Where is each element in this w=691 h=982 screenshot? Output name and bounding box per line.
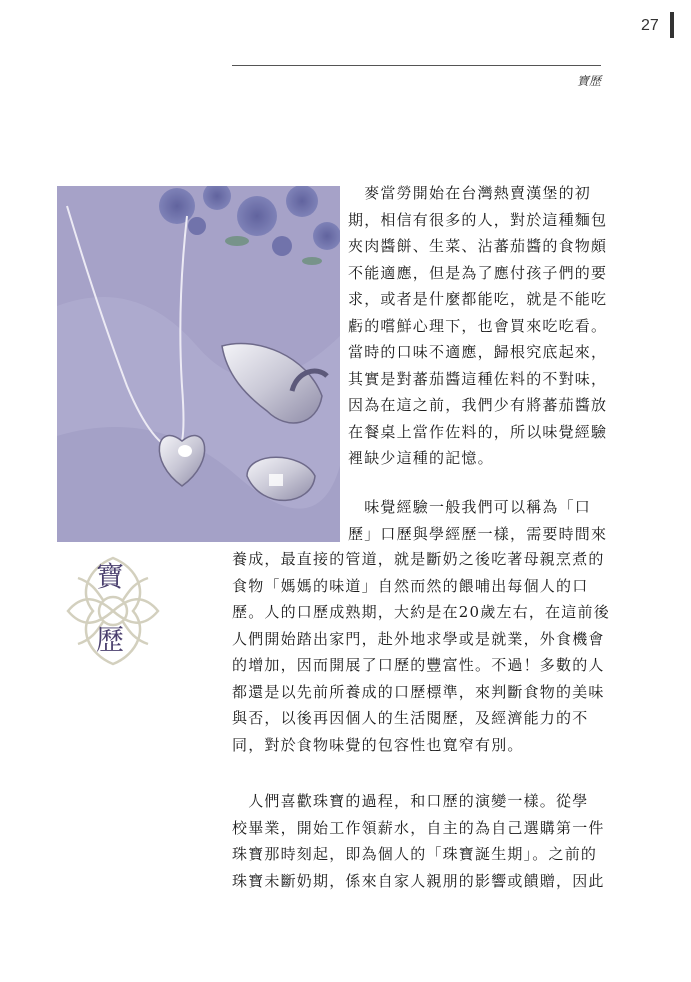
emblem-char-bottom: 歷 xyxy=(95,623,124,656)
text-line: 不能適應，但是為了應付孩子們的要 xyxy=(348,263,608,282)
text-line: 在餐桌上當作佐料的，所以味覺經驗 xyxy=(348,422,608,441)
page-number-bar xyxy=(670,12,674,38)
text-line: 食物「媽媽的味道」自然而然的餵哺出每個人的口 xyxy=(232,576,589,595)
text-line: 人們開始踏出家門，赴外地求學或是就業，外食機會 xyxy=(232,629,605,648)
text-line: 虧的嚐鮮心理下，也會買來吃吃看。 xyxy=(348,316,608,335)
text-line: 麥當勞開始在台灣熱賣漢堡的初 xyxy=(348,184,592,202)
text-line: 校畢業，開始工作領薪水，自主的為自己選購第一件 xyxy=(232,818,605,837)
header-rule xyxy=(232,65,601,66)
paragraph-2-continued xyxy=(232,546,610,758)
text-line: 歷。人的口歷成熟期，大約是在20歲左右，在這前後 xyxy=(232,603,610,621)
text-line: 歷」口歷與學經歷一樣，需要時間來 xyxy=(348,524,608,543)
text-line: 裡缺少這種的記憶。 xyxy=(348,449,494,467)
emblem-char-top: 寶 xyxy=(95,560,124,593)
text-line: 與否，以後再因個人的生活閱歷，及經濟能力的不 xyxy=(232,709,589,727)
text-line: 因為在這之前，我們少有將蕃茄醬放 xyxy=(348,396,608,414)
text-line: 其實是對蕃茄醬這種佐料的不對味， xyxy=(348,369,608,388)
text-line: 的增加，因而開展了口歷的豐富性。不過！多數的人 xyxy=(232,656,605,674)
jewelry-photo xyxy=(57,186,340,542)
text-line: 期，相信有很多的人，對於這種麵包 xyxy=(348,210,608,229)
text-line: 人們喜歡珠寶的過程，和口歷的演變一樣。從學 xyxy=(232,792,589,810)
text-line: 珠寶未斷奶期，係來自家人親朋的影響或饋贈，因此 xyxy=(232,871,605,890)
text-line: 同，對於食物味覺的包容性也寬窄有別。 xyxy=(232,735,524,754)
text-line: 養成，最直接的管道，就是斷奶之後吃著母親烹煮的 xyxy=(232,550,605,568)
page-number: 27 xyxy=(641,17,659,34)
paragraph-3 xyxy=(232,788,604,894)
text-line: 珠寶那時刻起，即為個人的「珠寶誕生期」。之前的 xyxy=(232,845,598,863)
text-line: 當時的口味不適應，歸根究底起來， xyxy=(348,343,608,361)
text-line: 味覺經驗一般我們可以稱為「口 xyxy=(348,498,592,516)
text-line: 夾肉醬餅、生菜、沾蕃茄醬的食物頗 xyxy=(348,237,608,255)
text-line: 都還是以先前所養成的口歷標準，來判斷食物的美味 xyxy=(232,682,605,701)
text-line: 求，或者是什麼都能吃，就是不能吃 xyxy=(348,290,608,308)
running-title: 寶歷 xyxy=(576,74,601,88)
paragraph-2 xyxy=(348,494,608,547)
paragraph-1 xyxy=(348,180,608,472)
